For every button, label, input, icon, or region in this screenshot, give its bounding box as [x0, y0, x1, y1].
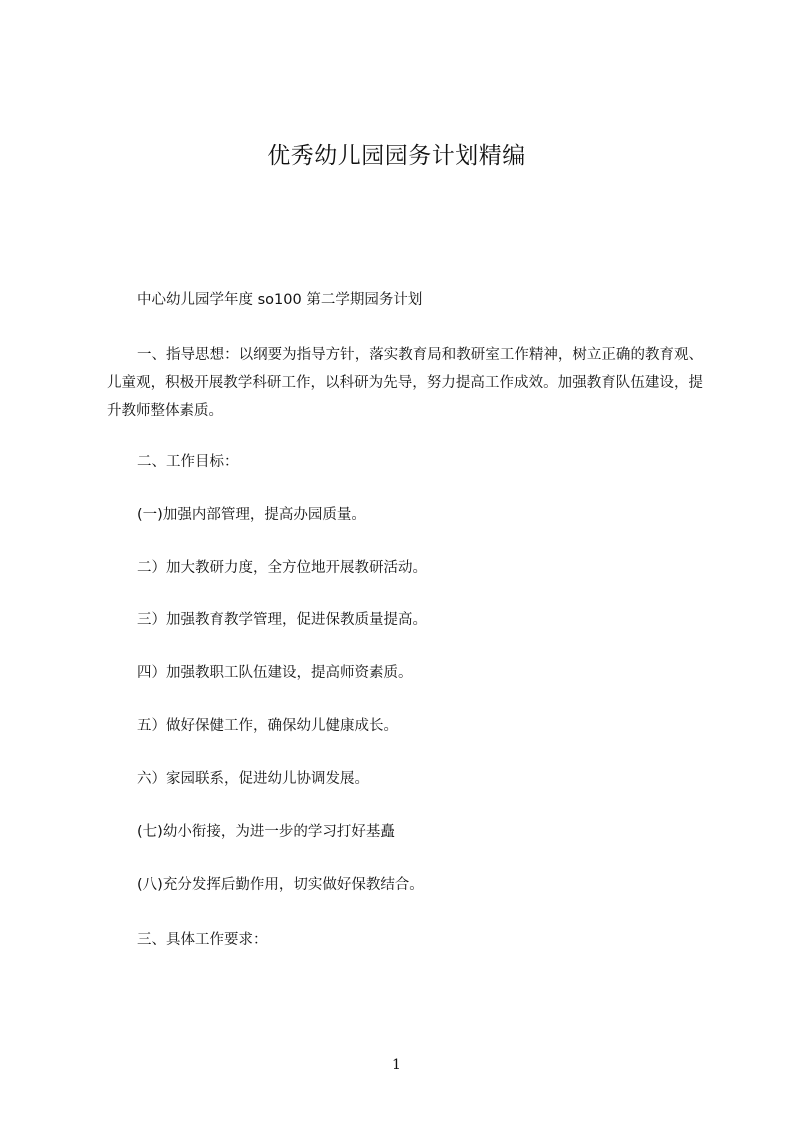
goal-item: (八)充分发挥后勤作用，切实做好保教结合。	[137, 877, 424, 893]
goal-item: 二）加大教研力度，全方位地开展教研活动。	[137, 560, 427, 576]
goal-item: 六）家园联系，促进幼儿协调发展。	[137, 771, 369, 787]
page-number: 1	[392, 1057, 401, 1073]
section-goals-heading: 二、工作目标：	[137, 454, 239, 470]
goal-item: (一)加强内部管理，提高办园质量。	[137, 507, 366, 523]
goal-item: (七)幼小衔接，为进一步的学习打好基矗	[137, 824, 395, 840]
document-title: 优秀幼儿园园务计划精编	[267, 143, 526, 169]
guiding-thought-paragraph: 一、指导思想：以纲要为指导方针，落实教育局和教研室工作精神，树立正确的教育观、儿童观，积极开展教学科研工作，以科研为先导，努力提高工作成效。加强教育队伍建设，提升教师整体素质。	[107, 347, 703, 419]
goal-item: 五）做好保健工作，确保幼儿健康成长。	[137, 718, 398, 734]
plan-subtitle: 中心幼儿园学年度 so100 第二学期园务计划	[137, 292, 423, 308]
goal-item: 四）加强教职工队伍建设，提高师资素质。	[137, 665, 413, 681]
goal-item: 三）加强教育教学管理，促进保教质量提高。	[137, 612, 427, 628]
section-requirements-heading: 三、具体工作要求：	[137, 932, 268, 948]
